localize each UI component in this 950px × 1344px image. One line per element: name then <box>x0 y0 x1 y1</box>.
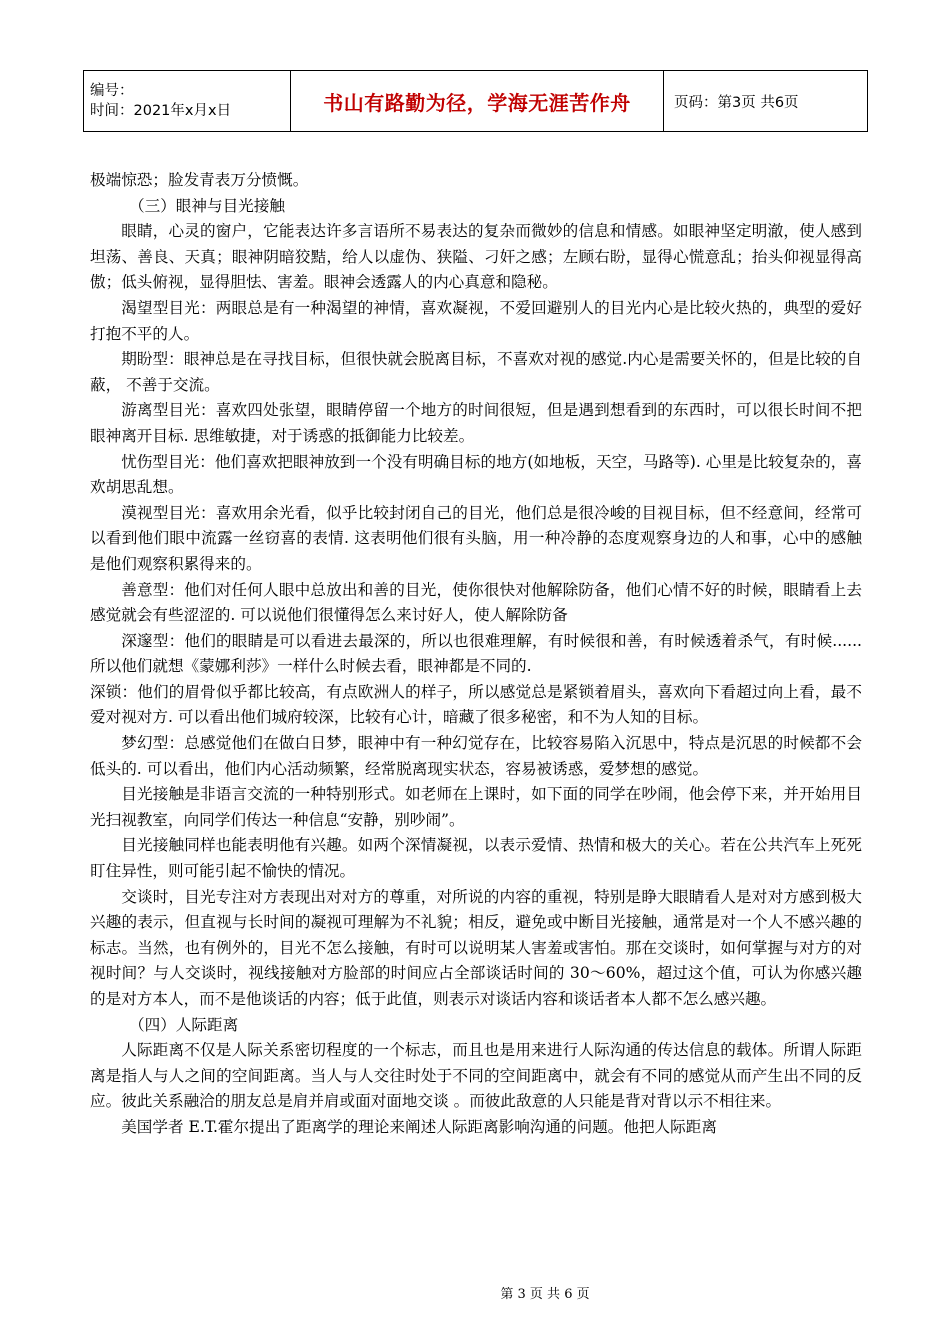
paragraph: 人际距离不仅是人际关系密切程度的一个标志，而且也是用来进行人际沟通的传达信息的载体。所谓人际距离是指人与人之间的空间距离。当人与人交往时处于不同的空间距离中，就会有不同的感觉从而产生出不同的反应。彼此关系融洽的朋友总是肩并肩或面对面地交谈 。而彼此敌意的人只能是背对背以示不相往来。 <box>90 1041 862 1111</box>
header-meta-cell <box>84 71 291 132</box>
paragraph: 美国学者 E.T.霍尔提出了距离学的理论来阐述人际距离影响沟通的问题。他把人际距离 <box>121 1117 717 1136</box>
section-heading: （四）人际距离 <box>129 1015 239 1034</box>
paragraph: 期盼型：眼神总是在寻找目标，但很快就会脱离目标，不喜欢对视的感觉.内心是需要关怀的，但是比较的自蔽， 不善于交流。 <box>90 350 862 394</box>
paragraph: 漠视型目光：喜欢用余光看，似乎比较封闭自己的目光，他们总是很冷峻的目视目标，但不经意间，经常可以看到他们眼中流露一丝窃喜的表情. 这表明他们很有头脑，用一种冷静的态度观察身边的人和事，心中的感触是他们观察积累得来的。 <box>90 503 862 573</box>
paragraph: 忧伤型目光：他们喜欢把眼神放到一个没有明确目标的地方(如地板，天空，马路等). 心里是比较复杂的，喜欢胡思乱想。 <box>90 452 862 497</box>
paragraph: 目光接触是非语言交流的一种特别形式。如老师在上课时，如下面的同学在吵闹，他会停下来，并开始用目光扫视教室，向同学们传达一种信息“安静，别吵闹”。 <box>90 785 862 829</box>
document-header <box>83 70 868 132</box>
paragraph: 目光接触同样也能表明他有兴趣。如两个深情凝视，以表示爱情、热情和极大的关心。若在公共汽车上死死盯住异性，则可能引起不愉快的情况。 <box>90 836 862 881</box>
paragraph: 善意型：他们对任何人眼中总放出和善的目光，使你很快对他解除防备，他们心情不好的时候，眼睛看上去感觉就会有些涩涩的. 可以说他们很懂得怎么来讨好人，使人解除防备 <box>90 580 862 625</box>
paragraph: 梦幻型：总感觉他们在做白日梦，眼神中有一种幻觉存在，比较容易陷入沉思中，特点是沉思的时候都不会低头的. 可以看出，他们内心活动频繁，经常脱离现实状态，容易被诱惑，爱梦想的感觉。 <box>90 734 862 778</box>
paragraph: 深锁：他们的眉骨似乎都比较高，有点欧洲人的样子，所以感觉总是紧锁着眉头，喜欢向下看超过向上看，最不爱对视对方. 可以看出他们城府较深，比较有心计，暗藏了很多秘密，和不为人知的目标。 <box>90 682 862 727</box>
section-heading: （三）眼神与目光接触 <box>129 196 285 215</box>
paragraph: 极端惊恐；脸发青表万分愤慨。 <box>90 171 309 189</box>
document-body <box>90 168 862 1141</box>
document-date-label: 时间：2021年x月x日 <box>90 103 232 119</box>
paragraph: 眼睛，心灵的窗户，它能表达许多言语所不易表达的复杂而微妙的信息和情感。如眼神坚定明澈，使人感到坦荡、善良、天真；眼神阴暗狡黠，给人以虚伪、狭隘、刁奸之感；左顾右盼，显得心慌意乱；抬头仰视显得高傲；低头俯视，显得胆怯、害羞。眼神会透露人的内心真意和隐秘。 <box>90 222 862 292</box>
page-footer: 第 3 页 共 6 页 <box>500 1287 590 1302</box>
paragraph: 游离型目光：喜欢四处张望，眼睛停留一个地方的时间很短，但是遇到想看到的东西时，可以很长时间不把眼神离开目标. 思维敏捷，对于诱惑的抵御能力比较差。 <box>90 401 862 445</box>
header-motto: 书山有路勤为径，学海无涯苦作舟 <box>291 71 664 132</box>
paragraph: 渴望型目光：两眼总是有一种渴望的神情，喜欢凝视，不爱回避别人的目光内心是比较火热的，典型的爱好打抱不平的人。 <box>90 298 862 343</box>
header-page-info: 页码：第3页 共6页 <box>664 71 868 132</box>
document-number-label: 编号： <box>90 83 134 99</box>
paragraph: 交谈时，目光专注对方表现出对对方的尊重，对所说的内容的重视，特别是睁大眼睛看人是对对方感到极大兴趣的表示，但直视与长时间的凝视可理解为不礼貌；相反，避免或中断目光接触，通常是对一个人不感兴趣的标志。当然，也有例外的，目光不怎么接触，有时可以说明某人害羞或害怕。那在交谈时，如何掌握与对方的对视时间？与人交谈时，视线接触对方脸部的时间应占全部谈话时间的 30～60%，超过这个值，可认为你感兴趣的是对方本人，而不是他谈话的内容；低于此值，则表示对谈话内容和谈话者本人都不怎么感兴趣。 <box>90 887 862 1008</box>
paragraph: 深邃型：他们的眼睛是可以看进去最深的，所以也很难理解，有时候很和善，有时候透着杀气，有时候......所以他们就想《蒙娜利莎》一样什么时候去看，眼神都是不同的. <box>90 631 862 676</box>
